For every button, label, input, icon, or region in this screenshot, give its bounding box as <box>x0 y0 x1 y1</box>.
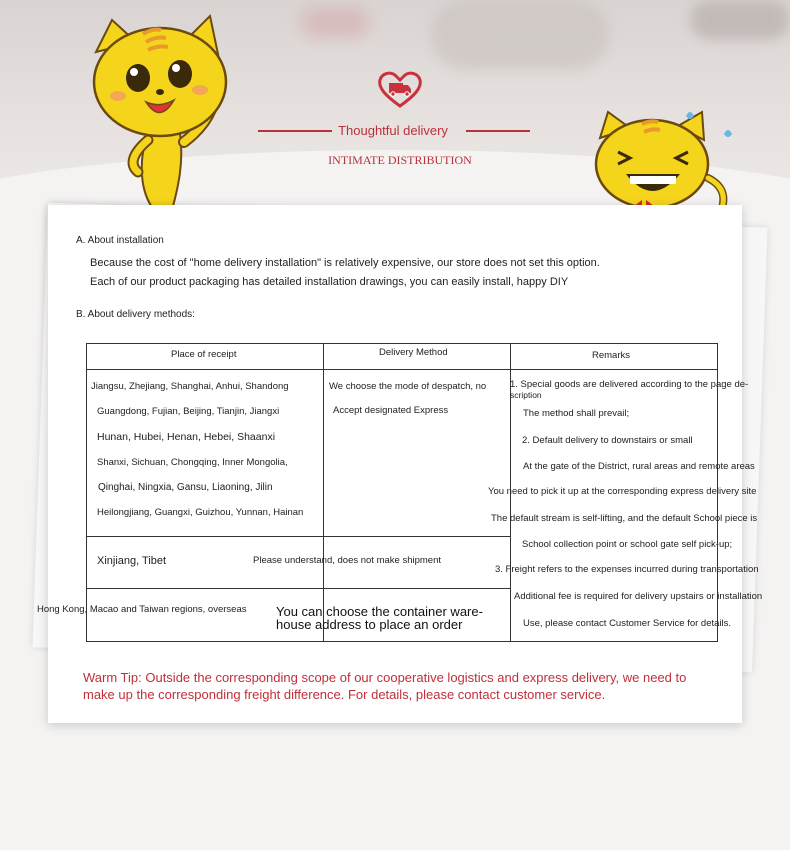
warm-tip <box>83 669 713 703</box>
cat-mascot-waving <box>88 12 238 222</box>
remark-line: At the gate of the District, rural areas and remote areas <box>523 461 755 472</box>
method-cell: Please understand, does not make shipment <box>253 555 442 566</box>
background-flowers <box>300 8 370 38</box>
place-cell: Heilongjiang, Guangxi, Guizhou, Yunnan, Hainan <box>97 507 304 518</box>
place-cell: Hong Kong, Macao and Taiwan regions, overseas <box>37 604 247 615</box>
background-sofa <box>430 0 610 70</box>
table-header-divider <box>86 369 718 370</box>
method-cell: house address to place an order <box>276 617 463 632</box>
warm-tip-line-1: Warm Tip: Outside the corresponding scope of our cooperative logistics and express delivery, we need to <box>83 670 687 685</box>
method-cell: We choose the mode of despatch, no <box>329 381 487 392</box>
banner-title: Thoughtful delivery <box>338 123 448 138</box>
table-border-top <box>86 343 718 344</box>
remark-line: scription <box>510 390 542 400</box>
remark-line: 2. Default delivery to downstairs or small <box>522 435 693 446</box>
place-cell: Shanxi, Sichuan, Chongqing, Inner Mongolia, <box>97 457 288 468</box>
remark-line: 1. Special goods are delivered according to the page de- <box>510 379 749 390</box>
table-row-divider <box>86 588 511 589</box>
method-cell: Accept designated Express <box>333 405 449 416</box>
remark-line: Use, please contact Customer Service for details. <box>523 618 732 629</box>
table-border-bottom <box>86 641 718 642</box>
heart-truck-icon <box>376 70 424 108</box>
banner-divider-right <box>466 130 530 132</box>
banner-divider-left <box>258 130 332 132</box>
table-header-place: Place of receipt <box>171 349 237 360</box>
table-row-divider <box>86 536 511 537</box>
cat-mascot-laughing <box>590 108 740 220</box>
table-header-remarks: Remarks <box>592 350 631 361</box>
place-cell: Jiangsu, Zhejiang, Shanghai, Anhui, Shandong <box>91 381 289 392</box>
place-cell: Guangdong, Fujian, Beijing, Tianjin, Jiangxi <box>97 406 280 417</box>
remark-line: The method shall prevail; <box>523 408 630 419</box>
place-cell: Hunan, Hubei, Henan, Hebei, Shaanxi <box>97 431 276 443</box>
warm-tip-line-2: make up the corresponding freight difference. For details, please contact customer service. <box>83 687 606 702</box>
background-furniture <box>690 0 790 40</box>
installation-heading: A. About installation <box>76 235 164 246</box>
table-column-divider <box>323 343 324 641</box>
remark-line: School collection point or school gate self pick-up; <box>522 539 733 550</box>
method-cell: You can choose the container ware- <box>276 604 483 619</box>
delivery-heading: B. About delivery methods: <box>76 309 195 320</box>
installation-line-2: Each of our product packaging has detailed installation drawings, you can easily install, happy DIY <box>90 276 569 288</box>
place-cell: Qinghai, Ningxia, Gansu, Liaoning, Jilin <box>98 482 273 493</box>
remark-line: The default stream is self-lifting, and the default School piece is <box>491 513 758 524</box>
banner-subtitle: INTIMATE DISTRIBUTION <box>328 153 472 167</box>
remark-line: 3. Freight refers to the expenses incurred during transportation <box>495 564 759 575</box>
table-border-left <box>86 343 87 641</box>
remark-line: Additional fee is required for delivery upstairs or installation <box>514 591 763 602</box>
place-cell: Xinjiang, Tibet <box>97 555 167 567</box>
installation-line-1: Because the cost of "home delivery installation" is relatively expensive, our store does not set this option. <box>90 257 600 269</box>
table-header-method: Delivery Method <box>379 347 448 358</box>
remark-line: You need to pick it up at the corresponding express delivery site <box>488 486 757 497</box>
